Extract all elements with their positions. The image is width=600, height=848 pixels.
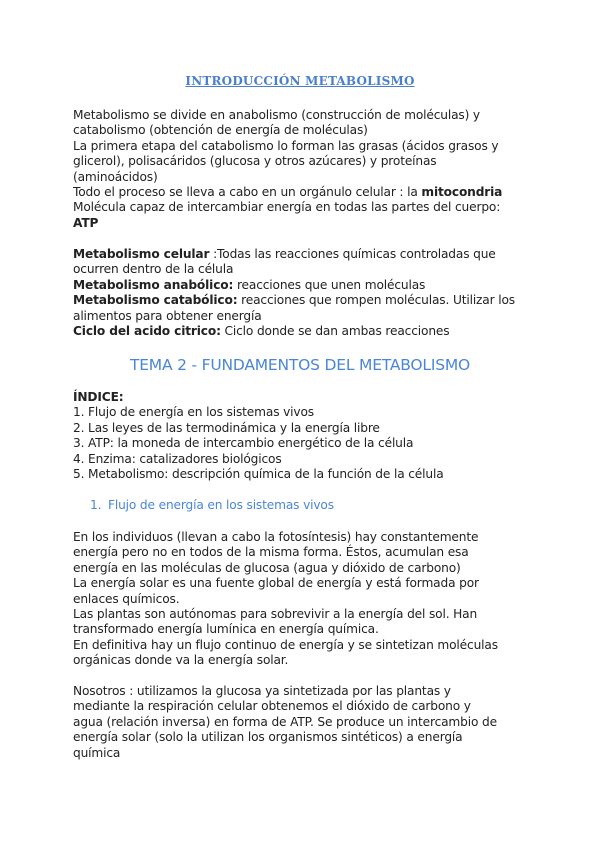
definition-term: Ciclo del acido citrico:	[73, 324, 221, 339]
atp-bold: ATP	[73, 215, 99, 230]
definition-cont: alimentos para obtener energía	[73, 308, 262, 323]
para-line: En los individuos (llevan a cabo la fotosíntesis) hay constantemente	[73, 530, 479, 544]
intro-line: (aminoácidos)	[73, 169, 158, 184]
index-item: 5. Metabolismo: descripción química de la función de la célula	[73, 467, 444, 482]
para-line: energía solar (solo la utilizan los organismos sintéticos) a energía	[73, 730, 463, 745]
definition-line	[73, 293, 533, 308]
definition-text: reacciones que unen moléculas	[233, 277, 426, 292]
para-line: orgánicas donde va la energía solar.	[73, 653, 289, 668]
para-line: Las plantas son autónomas para sobrevivir a la energía del sol. Han	[73, 607, 478, 622]
para-line: Nosotros : utilizamos la glucosa ya sintetizada por las plantas y	[73, 684, 451, 698]
definitions-block	[73, 247, 533, 339]
organelle-bold: mitocondria	[421, 185, 503, 200]
definition-text: reacciones que rompen moléculas. Utilizar los	[237, 293, 515, 308]
index-item: 1. Flujo de energía en los sistemas vivos	[73, 405, 314, 420]
index-block	[73, 390, 533, 482]
section1-para2	[73, 684, 533, 761]
definition-line	[73, 278, 533, 293]
index-item: 4. Enzima: catalizadores biológicos	[73, 451, 282, 466]
index-item: 2. Las leyes de las termodinámica y la energía libre	[73, 420, 380, 435]
index-title-text: ÍNDICE:	[73, 390, 124, 404]
molecule-line: Molécula capaz de intercambiar energía en todas las partes del cuerpo:	[73, 200, 501, 215]
definition-text: Ciclo donde se dan ambas reacciones	[220, 324, 450, 339]
definition-line	[73, 324, 533, 339]
tema-title: TEMA 2 - FUNDAMENTOS DEL METABOLISMO	[129, 356, 471, 374]
para-line: En definitiva hay un flujo continuo de energía y se sintetizan moléculas	[73, 637, 498, 652]
definition-text: :Todas las reacciones químicas controladas que	[209, 247, 496, 261]
para-line: energía pero no en todos de la misma forma. Éstos, acumulan esa	[73, 545, 469, 560]
intro-title: INTRODUCCIÓN METABOLISMO	[185, 74, 415, 88]
definition-term: Metabolismo celular	[73, 247, 210, 261]
para-line: mediante la respiración celular obtenemos el dióxido de carbono y	[73, 699, 471, 714]
molecule-bold-line	[73, 216, 533, 231]
section1-para1	[73, 530, 533, 669]
para-line: transformado energía lumínica en energía química.	[73, 622, 379, 637]
section1-number: 1.	[90, 498, 102, 512]
para-line: química	[73, 745, 121, 760]
para-line: agua (relación inversa) en forma de ATP. Se produce un intercambio de	[73, 714, 497, 729]
intro-line: glicerol), polisacáridos (glucosa y otros azúcares) y proteínas	[73, 154, 437, 169]
para-line: La energía solar es una fuente global de energía y está formada por	[73, 576, 479, 591]
definition-cont: ocurren dentro de la célula	[73, 262, 234, 277]
section1-title: Flujo de energía en los sistemas vivos	[108, 498, 334, 512]
organelle-prefix: Todo el proceso se lleva a cabo en un orgánulo celular : la	[73, 185, 422, 200]
definition-term: Metabolismo catabólico:	[73, 293, 238, 308]
para-line: enlaces químicos.	[73, 591, 180, 606]
index-title	[73, 390, 533, 405]
definition-line	[73, 247, 533, 262]
section1-heading	[90, 498, 334, 512]
intro-line: Metabolismo se divide en anabolismo (construcción de moléculas) y	[73, 108, 480, 122]
intro-line: catabolismo (obtención de energía de moléculas)	[73, 123, 368, 138]
organelle-line	[73, 185, 533, 200]
index-item: 3. ATP: la moneda de intercambio energético de la célula	[73, 436, 414, 451]
definition-term: Metabolismo anabólico:	[73, 277, 234, 292]
intro-line: La primera etapa del catabolismo lo forman las grasas (ácidos grasos y	[73, 138, 499, 153]
intro-block	[73, 108, 533, 231]
para-line: energía en las moléculas de glucosa (agua y dióxido de carbono)	[73, 560, 461, 575]
